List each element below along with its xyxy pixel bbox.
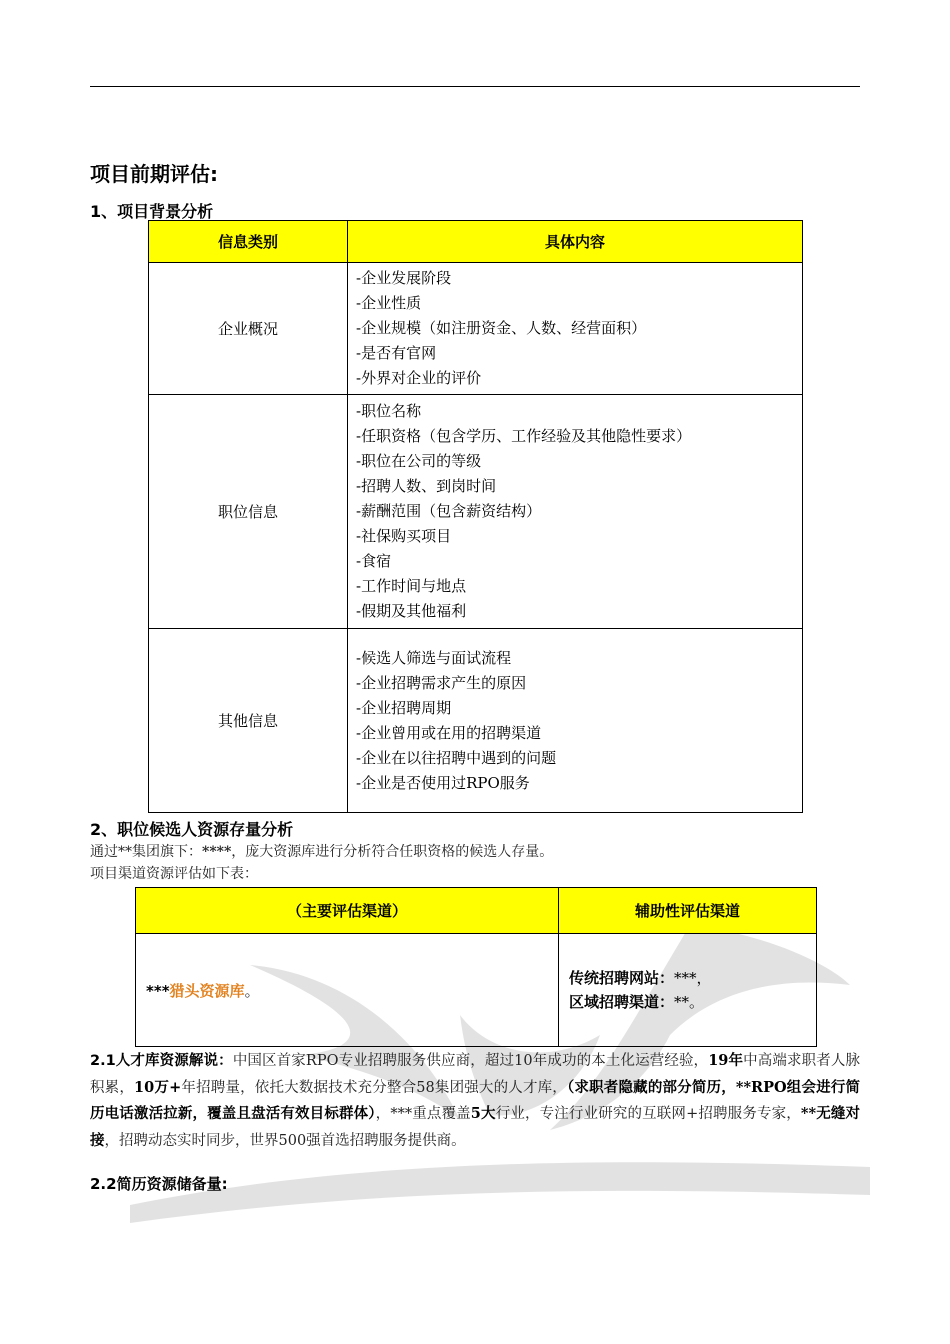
- para-text: ，庞大资源库进行分析符合任职资格的候选人存量。: [231, 844, 554, 860]
- table-header-row: [136, 888, 817, 934]
- para-bold: （求职者隐藏的部分简历，**RPO组会进行简历电话激活拉新，覆盖且盘活有效目标群体）: [90, 1078, 861, 1122]
- aux-value: **。: [674, 993, 705, 1011]
- list-item: -候选人筛选与面试流程: [356, 648, 512, 667]
- list-item: -是否有官网: [356, 344, 437, 362]
- list-item: -薪酬范围（包含薪资结构）: [356, 502, 542, 520]
- channel-intro: 项目渠道资源评估如下表：: [90, 866, 258, 882]
- para-text: 中国区首家RPO专业招聘服务供应商，超过10年成功的本土化运营经验，: [232, 1053, 709, 1069]
- items-cell: [348, 395, 803, 629]
- list-item: -职位名称: [356, 402, 422, 420]
- category-cell: 企业概况: [149, 263, 348, 395]
- header-specific-content: 具体内容: [348, 221, 803, 263]
- header-info-category: 信息类别: [149, 221, 348, 263]
- table-row: [149, 263, 803, 395]
- list-item: -职位在公司的等级: [356, 452, 482, 470]
- list-item: -企业曾用或在用的招聘渠道: [356, 723, 542, 742]
- list-item: -工作时间与地点: [356, 577, 467, 595]
- main-suffix: 。: [244, 981, 260, 1000]
- para-bold: 19年: [708, 1052, 744, 1069]
- section-2-title: 2、职位候选人资源存量分析: [90, 820, 294, 839]
- background-analysis-table: [148, 220, 803, 813]
- channel-assessment-table: [135, 887, 817, 1047]
- list-item: -任职资格（包含学历、工作经验及其他隐性要求）: [356, 427, 692, 445]
- list-item: -企业发展阶段: [356, 269, 452, 287]
- para-bold: 5大: [470, 1105, 496, 1122]
- table-row: [149, 629, 803, 813]
- table-row: [136, 934, 817, 1047]
- table-header-row: [149, 221, 803, 263]
- page-title: 项目前期评估:: [90, 162, 218, 186]
- category-cell: 职位信息: [149, 395, 348, 629]
- list-item: -企业在以往招聘中遇到的问题: [356, 748, 557, 767]
- list-item: -企业是否使用过RPO服务: [356, 773, 530, 792]
- aux-value: ***，: [674, 969, 712, 987]
- para-bold: **无缝对接: [90, 1105, 861, 1149]
- para-text: 行业，专注行业研究的互联网+招聘服务专家，: [495, 1106, 801, 1122]
- header-rule: [90, 86, 860, 87]
- para-text: ，招聘动态实时同步，世界500强首选招聘服务提供商。: [104, 1132, 466, 1149]
- list-item: -外界对企业的评价: [356, 369, 482, 387]
- aux-label: 传统招聘网站：: [569, 969, 675, 987]
- category-cell: 其他信息: [149, 629, 348, 813]
- table-row: [149, 395, 803, 629]
- list-item: -招聘人数、到岗时间: [356, 477, 497, 495]
- header-aux-channel: 辅助性评估渠道: [559, 888, 817, 934]
- list-item: -食宿: [356, 552, 392, 570]
- section-1-title: 1、项目背景分析: [90, 202, 214, 221]
- aux-label: 区域招聘渠道：: [569, 993, 675, 1011]
- main-prefix: ***: [146, 981, 170, 1000]
- list-item: -企业性质: [356, 294, 422, 312]
- list-item: -企业规模（如注册资金、人数、经营面积）: [356, 319, 647, 337]
- para-bold: ****: [202, 844, 232, 860]
- list-item: -企业招聘周期: [356, 698, 452, 717]
- section-2-1-title: 2.1人才库资源解说：: [90, 1053, 233, 1069]
- para-text: 中高端求职者人脉积累，: [90, 1053, 860, 1096]
- headhunter-pool: 猎头资源库: [169, 981, 245, 1000]
- para-text: 年招聘量，依托大数据技术充分整合58集团强大的人才库，: [181, 1079, 567, 1096]
- list-item: -社保购买项目: [356, 527, 452, 545]
- para-bold: 10万+: [134, 1078, 182, 1096]
- aux-channel-cell: [559, 934, 817, 1047]
- talent-pool-paragraph: [90, 1048, 860, 1154]
- list-item: -企业招聘需求产生的原因: [356, 673, 527, 692]
- items-cell: [348, 629, 803, 813]
- para-text: 通过**集团旗下：: [90, 844, 202, 860]
- list-item: -假期及其他福利: [356, 602, 467, 620]
- items-cell: [348, 263, 803, 395]
- section-2-2-title: 2.2简历资源储备量:: [90, 1175, 228, 1193]
- para-text: ，***重点覆盖: [375, 1106, 471, 1122]
- main-channel-cell: [136, 934, 559, 1047]
- section-2-paragraph: [90, 842, 553, 863]
- header-main-channel: （主要评估渠道）: [136, 888, 559, 934]
